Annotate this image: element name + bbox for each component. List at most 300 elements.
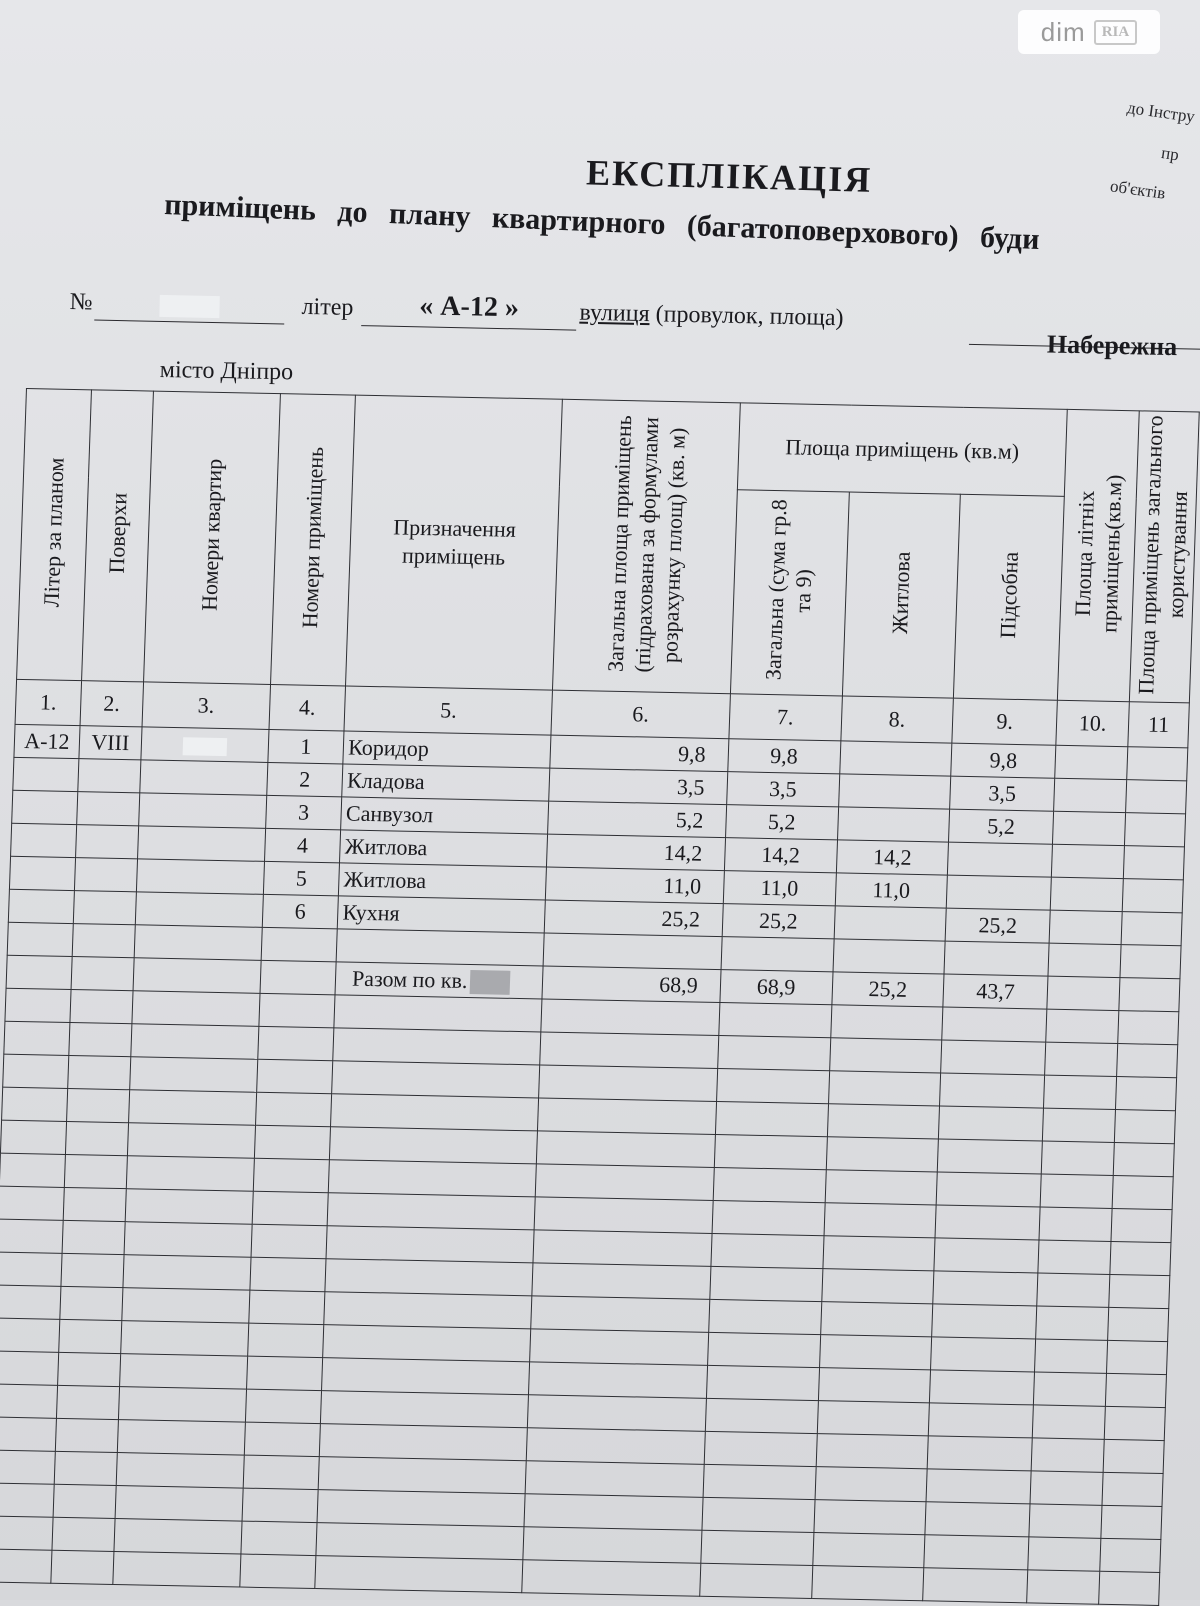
- cell-area-6: 9,8: [550, 735, 729, 772]
- column-number: 1.: [15, 679, 81, 725]
- cell-area-6: 14,2: [547, 834, 726, 871]
- empty-cell: [1036, 1306, 1109, 1340]
- empty-cell: [1103, 1439, 1164, 1473]
- empty-cell: [924, 1535, 1029, 1570]
- empty-cell: [699, 1563, 812, 1598]
- empty-cell: [60, 1286, 123, 1320]
- empty-cell: [132, 991, 260, 1027]
- cell-apartment: [136, 859, 264, 895]
- empty-cell: [321, 1391, 529, 1428]
- empty-cell: [1099, 1571, 1160, 1605]
- empty-cell: [1113, 1142, 1174, 1176]
- empty-cell: [7, 922, 73, 956]
- empty-cell: [820, 1302, 933, 1337]
- empty-cell: [1044, 1075, 1117, 1109]
- header-utility-area: [954, 494, 1065, 700]
- empty-cell: [702, 1497, 815, 1532]
- empty-cell: [526, 1428, 705, 1465]
- empty-cell: [1047, 976, 1120, 1010]
- header-total-area: [730, 490, 849, 696]
- empty-cell: [815, 1467, 928, 1502]
- cell-area-10: [1055, 745, 1128, 779]
- redacted-apartment-number: [182, 737, 227, 756]
- empty-cell: [122, 1288, 250, 1324]
- cell-liter: А-12: [14, 724, 80, 758]
- header-row: [24, 389, 1200, 500]
- empty-cell: [2, 1087, 68, 1121]
- empty-cell: [1117, 1044, 1178, 1078]
- empty-cell: [1119, 978, 1180, 1012]
- empty-cell: [254, 1125, 331, 1160]
- empty-cell: [4, 1021, 70, 1055]
- empty-cell: [714, 1134, 827, 1169]
- header-living-area-text: Житлова: [887, 551, 916, 635]
- empty-cell: [931, 1337, 1036, 1372]
- empty-cell: [333, 1028, 541, 1065]
- empty-cell: [816, 1434, 929, 1469]
- total-area-8: 25,2: [831, 972, 944, 1007]
- cell-floor: VIII: [79, 726, 142, 760]
- empty-cell: [533, 1230, 712, 1267]
- empty-cell: [529, 1362, 708, 1399]
- empty-cell: [923, 1568, 1028, 1603]
- empty-cell: [523, 1527, 702, 1564]
- empty-cell: [69, 1023, 132, 1057]
- empty-cell: [64, 1154, 127, 1188]
- cell-area-6: 11,0: [545, 867, 724, 904]
- empty-cell: [708, 1299, 821, 1334]
- empty-cell: [541, 999, 720, 1036]
- empty-cell: [125, 1189, 253, 1225]
- empty-cell: [257, 1026, 334, 1061]
- cell-area-11: [1123, 846, 1184, 880]
- empty-cell: [827, 1104, 940, 1139]
- cell-apartment: [138, 793, 266, 829]
- empty-cell: [244, 1422, 321, 1457]
- empty-cell: [71, 957, 134, 991]
- empty-cell: [246, 1356, 323, 1391]
- cell-apartment: [135, 892, 263, 928]
- empty-cell: [933, 1271, 1038, 1306]
- empty-cell: [1105, 1373, 1166, 1407]
- empty-cell: [926, 1469, 1031, 1504]
- empty-cell: [813, 1500, 926, 1535]
- cell-area-10: [1054, 778, 1127, 812]
- empty-cell: [0, 1450, 55, 1484]
- cell-area-11: [1122, 879, 1183, 913]
- cell-floor: [78, 759, 141, 793]
- empty-cell: [253, 1158, 330, 1193]
- empty-cell: [1109, 1274, 1170, 1308]
- empty-cell: [817, 1401, 930, 1436]
- header-living-area: [842, 492, 961, 698]
- liter-label: літер: [301, 293, 354, 321]
- empty-cell: [127, 1123, 255, 1159]
- empty-cell: [525, 1461, 704, 1498]
- empty-cell: [929, 1403, 1034, 1438]
- empty-cell: [1027, 1570, 1100, 1604]
- empty-cell: [115, 1486, 243, 1522]
- street-word: вулиця: [579, 299, 650, 328]
- cell-area-7: 14,2: [724, 838, 837, 873]
- empty-cell: [1100, 1538, 1161, 1572]
- empty-cell: [247, 1323, 324, 1358]
- empty-cell: [524, 1494, 703, 1531]
- empty-cell: [717, 1036, 830, 1071]
- empty-cell: [701, 1530, 814, 1565]
- watermark-dim-text: dim: [1040, 16, 1086, 47]
- explication-table-wrap: [0, 388, 1200, 1606]
- cell-area-10: [1049, 910, 1122, 944]
- empty-cell: [1120, 945, 1181, 979]
- empty-cell: [938, 1139, 1043, 1174]
- cell-area-8: 14,2: [836, 840, 949, 875]
- empty-cell: [829, 1038, 942, 1073]
- empty-cell: [63, 1187, 126, 1221]
- cell-liter: [9, 856, 75, 890]
- empty-cell: [256, 1059, 333, 1094]
- empty-cell: [249, 1257, 326, 1292]
- empty-cell: [531, 1296, 710, 1333]
- empty-cell: [830, 1005, 943, 1040]
- empty-cell: [1048, 943, 1121, 977]
- column-number: 10.: [1056, 700, 1129, 746]
- empty-cell: [535, 1164, 714, 1201]
- empty-cell: [818, 1368, 931, 1403]
- empty-cell: [0, 1153, 65, 1187]
- empty-cell: [6, 955, 72, 989]
- header-utility-area-text: Підсобна: [995, 551, 1024, 639]
- header-total-area-text: Загальна (сума гр.8 та 9): [760, 499, 817, 681]
- cell-area-7: 3,5: [726, 772, 839, 807]
- blank-rows: [0, 988, 1179, 1605]
- header-total-area-calc-text: Загальна площа приміщень (підрахована за формулами розрахунку площ) (кв. м): [602, 414, 690, 673]
- cell-area-8: [837, 807, 950, 842]
- empty-cell: [336, 929, 544, 966]
- cell-room-number: 5: [263, 861, 340, 896]
- empty-cell: [5, 988, 71, 1022]
- empty-cell: [124, 1222, 252, 1258]
- empty-cell: [113, 1551, 241, 1587]
- empty-cell: [936, 1172, 1041, 1207]
- empty-cell: [826, 1137, 939, 1172]
- empty-cell: [821, 1269, 934, 1304]
- empty-cell: [70, 990, 133, 1024]
- empty-cell: [55, 1418, 118, 1452]
- cell-area-9: 5,2: [949, 809, 1054, 844]
- header-apartment-numbers-text: Номери квартир: [196, 458, 227, 612]
- empty-cell: [331, 1094, 539, 1131]
- redacted-number: [159, 295, 219, 318]
- empty-cell: [705, 1398, 818, 1433]
- header-floors: [81, 390, 153, 682]
- empty-cell: [119, 1354, 247, 1390]
- empty-cell: [706, 1365, 819, 1400]
- empty-cell: [828, 1071, 941, 1106]
- column-number: 2.: [80, 681, 143, 727]
- empty-cell: [1035, 1339, 1108, 1373]
- total-area-7: 68,9: [720, 970, 833, 1005]
- empty-cell: [707, 1332, 820, 1367]
- empty-cell: [522, 1560, 701, 1597]
- empty-cell: [1112, 1175, 1173, 1209]
- cell-area-11: [1124, 813, 1185, 847]
- cell-area-6: 3,5: [549, 768, 728, 805]
- header-total-area-calc: [553, 399, 741, 693]
- side-note-line: об'єктів: [1108, 176, 1167, 203]
- empty-cell: [0, 1285, 61, 1319]
- cell-area-11: [1126, 780, 1187, 814]
- empty-cell: [716, 1069, 829, 1104]
- empty-cell: [56, 1385, 119, 1419]
- empty-cell: [326, 1226, 534, 1263]
- empty-cell: [240, 1521, 317, 1556]
- header-summer-area: [1057, 409, 1139, 701]
- header-apartment-numbers: [143, 391, 280, 684]
- empty-cell: [704, 1431, 817, 1466]
- empty-cell: [1040, 1174, 1113, 1208]
- empty-cell: [0, 1120, 66, 1154]
- empty-cell: [703, 1464, 816, 1499]
- cell-room-purpose: Кухня: [338, 896, 546, 933]
- empty-cell: [824, 1203, 937, 1238]
- empty-cell: [128, 1090, 256, 1126]
- street-value: Набережна: [1046, 329, 1178, 362]
- empty-cell: [327, 1193, 535, 1230]
- empty-cell: [316, 1523, 524, 1560]
- cell-area-8: [838, 774, 951, 809]
- column-number: 11: [1128, 702, 1190, 748]
- header-common-area-text: Площа приміщень загального користування: [1133, 414, 1193, 694]
- empty-cell: [330, 1127, 538, 1164]
- empty-cell: [0, 1516, 53, 1550]
- empty-cell: [123, 1255, 251, 1291]
- cell-floor: [73, 891, 136, 925]
- empty-cell: [1033, 1372, 1106, 1406]
- empty-cell: [324, 1292, 532, 1329]
- cell-area-8: [839, 741, 952, 776]
- cell-apartment: [137, 826, 265, 862]
- empty-cell: [539, 1065, 718, 1102]
- empty-cell: [325, 1259, 533, 1296]
- empty-cell: [317, 1490, 525, 1527]
- empty-cell: [3, 1054, 69, 1088]
- cell-area-11: [1121, 912, 1182, 946]
- empty-cell: [116, 1453, 244, 1489]
- cell-apartment: [140, 760, 268, 796]
- empty-cell: [261, 927, 338, 962]
- empty-cell: [118, 1387, 246, 1423]
- liter-value: « А-12 »: [419, 290, 520, 324]
- empty-cell: [114, 1519, 242, 1555]
- total-area-6: 68,9: [542, 966, 721, 1003]
- dim-ria-watermark: [1018, 10, 1160, 54]
- empty-cell: [133, 958, 261, 994]
- empty-cell: [527, 1395, 706, 1432]
- side-note-line: пр: [1160, 143, 1181, 165]
- empty-cell: [927, 1436, 1032, 1471]
- cell-area-11: [1127, 747, 1188, 781]
- cell-floor: [75, 825, 138, 859]
- empty-cell: [935, 1205, 1040, 1240]
- empty-cell: [1032, 1405, 1105, 1439]
- redacted-apartment-number: [470, 971, 511, 996]
- header-liter-text: Літер за планом: [39, 457, 70, 608]
- city-label: місто Дніпро: [159, 357, 294, 386]
- empty-cell: [710, 1266, 823, 1301]
- cell-room-purpose: Санвузол: [341, 797, 549, 834]
- empty-cell: [1118, 1011, 1179, 1045]
- empty-cell: [252, 1191, 329, 1226]
- header-liter: [17, 389, 92, 681]
- total-label-cell: [335, 962, 543, 999]
- document-subtitle: приміщень до плану квартирного (багатоповерхового) буди: [163, 188, 1041, 257]
- empty-cell: [930, 1370, 1035, 1405]
- empty-cell: [944, 941, 1049, 976]
- cell-apartment: [141, 727, 269, 763]
- cell-room-purpose: Житлова: [339, 863, 547, 900]
- empty-cell: [1104, 1406, 1165, 1440]
- empty-cell: [719, 1003, 832, 1038]
- street-suffix: (провулок, площа): [649, 301, 844, 332]
- bleed-through-text: [280, 40, 288, 77]
- cell-area-8: 11,0: [835, 873, 948, 908]
- empty-cell: [715, 1101, 828, 1136]
- empty-cell: [1108, 1307, 1169, 1341]
- empty-cell: [1042, 1108, 1115, 1142]
- empty-cell: [1028, 1537, 1101, 1571]
- empty-cell: [62, 1220, 125, 1254]
- side-note-line: до Інстру: [1125, 97, 1197, 127]
- total-label: Разом по кв.: [351, 965, 468, 993]
- empty-cell: [833, 939, 946, 974]
- empty-cell: [0, 1384, 57, 1418]
- liter-underline: [361, 325, 576, 331]
- header-floors-text: Поверхи: [103, 492, 132, 574]
- empty-cell: [251, 1224, 328, 1259]
- watermark-ria-logo: RIA: [1094, 20, 1138, 45]
- empty-cell: [532, 1263, 711, 1300]
- empty-cell: [57, 1352, 120, 1386]
- explication-table: [0, 388, 1200, 1606]
- address-row: [69, 285, 1200, 362]
- empty-cell: [334, 995, 542, 1032]
- empty-cell: [543, 933, 722, 970]
- empty-cell: [1101, 1505, 1162, 1539]
- empty-cell: [258, 993, 335, 1028]
- empty-cell: [0, 1417, 56, 1451]
- empty-cell: [1039, 1207, 1112, 1241]
- empty-cell: [811, 1566, 924, 1601]
- empty-cell: [1037, 1273, 1110, 1307]
- cell-liter: [12, 790, 78, 824]
- cell-liter: [11, 823, 77, 857]
- cell-area-8: [834, 906, 947, 941]
- empty-cell: [53, 1484, 116, 1518]
- column-number: 4.: [269, 684, 346, 731]
- total-area-9: 43,7: [943, 974, 1048, 1009]
- empty-cell: [1115, 1077, 1176, 1111]
- empty-cell: [822, 1236, 935, 1271]
- cell-room-purpose: Коридор: [343, 731, 551, 768]
- empty-cell: [1114, 1110, 1175, 1144]
- empty-cell: [825, 1170, 938, 1205]
- empty-cell: [332, 1061, 540, 1098]
- empty-cell: [0, 1549, 52, 1583]
- header-room-area-group: Площа приміщень (кв.м): [737, 403, 1067, 497]
- empty-cell: [315, 1556, 523, 1593]
- empty-cell: [1045, 1042, 1118, 1076]
- cell-room-number: 4: [264, 828, 341, 863]
- column-number: 5.: [344, 686, 552, 735]
- empty-cell: [0, 1318, 60, 1352]
- empty-cell: [0, 1483, 54, 1517]
- empty-cell: [66, 1088, 129, 1122]
- empty-cell: [530, 1329, 709, 1366]
- empty-cell: [126, 1156, 254, 1192]
- column-number: 3.: [142, 682, 270, 730]
- empty-cell: [939, 1106, 1044, 1141]
- cell-floor: [74, 858, 137, 892]
- empty-cell: [536, 1131, 715, 1168]
- empty-cell: [52, 1517, 115, 1551]
- empty-cell: [129, 1057, 257, 1093]
- empty-cell: [243, 1455, 320, 1490]
- empty-cell: [255, 1092, 332, 1127]
- empty-cell: [1110, 1241, 1171, 1275]
- empty-cell: [248, 1290, 325, 1325]
- empty-cell: [239, 1554, 316, 1589]
- empty-cell: [711, 1233, 824, 1268]
- empty-cell: [260, 960, 337, 995]
- empty-cell: [319, 1457, 527, 1494]
- cell-area-7: 11,0: [723, 871, 836, 906]
- cell-room-number: 1: [267, 729, 344, 764]
- empty-cell: [721, 937, 834, 972]
- empty-cell: [934, 1238, 1039, 1273]
- empty-cell: [65, 1121, 128, 1155]
- cell-area-7: 25,2: [722, 904, 835, 939]
- empty-cell: [320, 1424, 528, 1461]
- cell-area-6: 25,2: [544, 900, 723, 937]
- empty-cell: [0, 1186, 64, 1220]
- empty-cell: [538, 1098, 717, 1135]
- document-title: ЕКСПЛІКАЦІЯ: [585, 152, 873, 200]
- empty-cell: [1038, 1240, 1111, 1274]
- header-summer-area-text: Площа літніх приміщень(кв.м): [1070, 473, 1128, 633]
- header-room-purpose: Призначення приміщень: [346, 395, 563, 690]
- empty-cell: [1029, 1504, 1102, 1538]
- cell-area-9: 3,5: [950, 776, 1055, 811]
- empty-cell: [942, 1007, 1047, 1042]
- empty-cell: [1041, 1141, 1114, 1175]
- cell-area-10: [1050, 877, 1123, 911]
- empty-cell: [1046, 1009, 1119, 1043]
- empty-cell: [0, 1351, 59, 1385]
- empty-cell: [941, 1040, 1046, 1075]
- column-number: 8.: [840, 696, 953, 743]
- cell-area-7: 5,2: [725, 805, 838, 840]
- empty-cell: [712, 1200, 825, 1235]
- empty-cell: [0, 1219, 63, 1253]
- empty-cell: [1030, 1471, 1103, 1505]
- empty-cell: [117, 1420, 245, 1456]
- cell-room-purpose: Кладова: [342, 764, 550, 801]
- empty-cell: [1102, 1472, 1163, 1506]
- empty-cell: [329, 1160, 537, 1197]
- empty-cell: [540, 1032, 719, 1069]
- empty-cell: [1031, 1438, 1104, 1472]
